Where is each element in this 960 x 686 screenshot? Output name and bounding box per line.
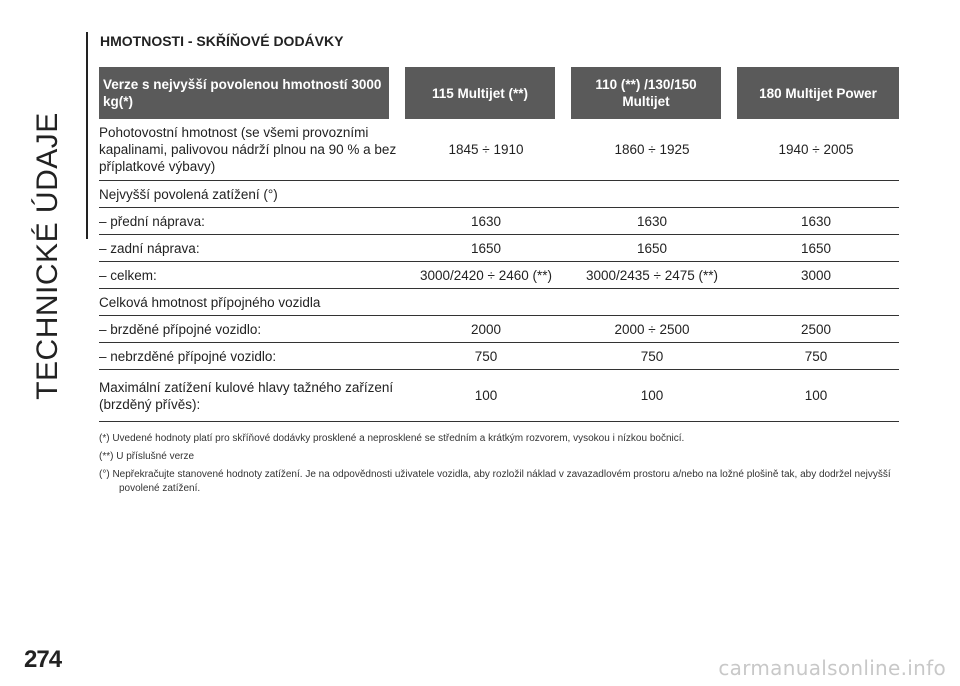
footnote: (*) Uvedené hodnoty platí pro skříňové dodávky prosklené a neprosklené se středním a krátkým rozvorem, vysokou i nízkou bočnicí. (99, 433, 685, 444)
chapter-title-vertical (28, 112, 68, 400)
cell-value: 2000 (405, 316, 571, 343)
section-title: HMOTNOSTI - SKŘÍŇOVÉ DODÁVKY (100, 33, 344, 49)
chapter-divider-line (86, 32, 88, 239)
table-row (99, 181, 899, 208)
cell-value: 1630 (737, 208, 899, 235)
cell-value: 750 (571, 343, 737, 370)
cell-value: 1940 ÷ 2005 (737, 119, 899, 181)
row-label: – brzděné přípojné vozidlo: (99, 316, 405, 343)
footnote: (**) U příslušné verze (99, 451, 195, 462)
header-180-multijet-power: 180 Multijet Power (737, 67, 899, 119)
table-row (99, 289, 899, 316)
cell-value: 3000 (737, 262, 899, 289)
row-label: Maximální zatížení kulové hlavy tažného zařízení (brzděný přívěs): (99, 370, 405, 422)
row-label: – celkem: (99, 262, 405, 289)
table-row (99, 343, 899, 370)
table-row (99, 208, 899, 235)
row-label: – zadní náprava: (99, 235, 405, 262)
footnotes (99, 432, 899, 500)
table-header-row (99, 67, 899, 119)
cell-value: 1860 ÷ 1925 (571, 119, 737, 181)
watermark: carmanualsonline.info (718, 656, 946, 680)
footnote: (°) Nepřekračujte stanovené hodnoty zatížení. Je na odpovědnosti uživatele vozidla, aby rozložil náklad v zavazadlovém prostoru a/nebo na ložné plošině tak, aby dodržel nejvyšší povolené zatížení. (99, 469, 891, 494)
chapter-title-text: TECHNICKÉ ÚDAJE (31, 112, 64, 400)
header-115-multijet: 115 Multijet (**) (405, 67, 571, 119)
cell-value: 2500 (737, 316, 899, 343)
row-label: Nejvyšší povolená zatížení (°) (99, 181, 899, 208)
cell-value: 3000/2420 ÷ 2460 (**) (405, 262, 571, 289)
table-row (99, 119, 899, 181)
cell-value: 100 (737, 370, 899, 422)
cell-value: 1650 (737, 235, 899, 262)
cell-value: 1650 (571, 235, 737, 262)
table-row (99, 262, 899, 289)
cell-value: 1630 (405, 208, 571, 235)
table-row (99, 316, 899, 343)
cell-value: 750 (737, 343, 899, 370)
cell-value: 750 (405, 343, 571, 370)
cell-value: 1650 (405, 235, 571, 262)
header-110-130-150-multijet: 110 (**) /130/150 Multijet (571, 67, 737, 119)
table-row (99, 370, 899, 422)
row-label: – nebrzděné přípojné vozidlo: (99, 343, 405, 370)
weights-table (99, 67, 899, 422)
row-label: – přední náprava: (99, 208, 405, 235)
cell-value: 1845 ÷ 1910 (405, 119, 571, 181)
table-row (99, 235, 899, 262)
cell-value: 2000 ÷ 2500 (571, 316, 737, 343)
page-number: 274 (24, 646, 62, 673)
cell-value: 100 (405, 370, 571, 422)
row-label: Celková hmotnost přípojného vozidla (99, 289, 899, 316)
cell-value: 100 (571, 370, 737, 422)
cell-value: 3000/2435 ÷ 2475 (**) (571, 262, 737, 289)
header-version: Verze s nejvyšší povolenou hmotností 3000 kg(*) (99, 67, 405, 119)
row-label: Pohotovostní hmotnost (se všemi provozními kapalinami, palivovou nádrží plnou na 90 % a bez příplatkové výbavy) (99, 119, 405, 181)
cell-value: 1630 (571, 208, 737, 235)
